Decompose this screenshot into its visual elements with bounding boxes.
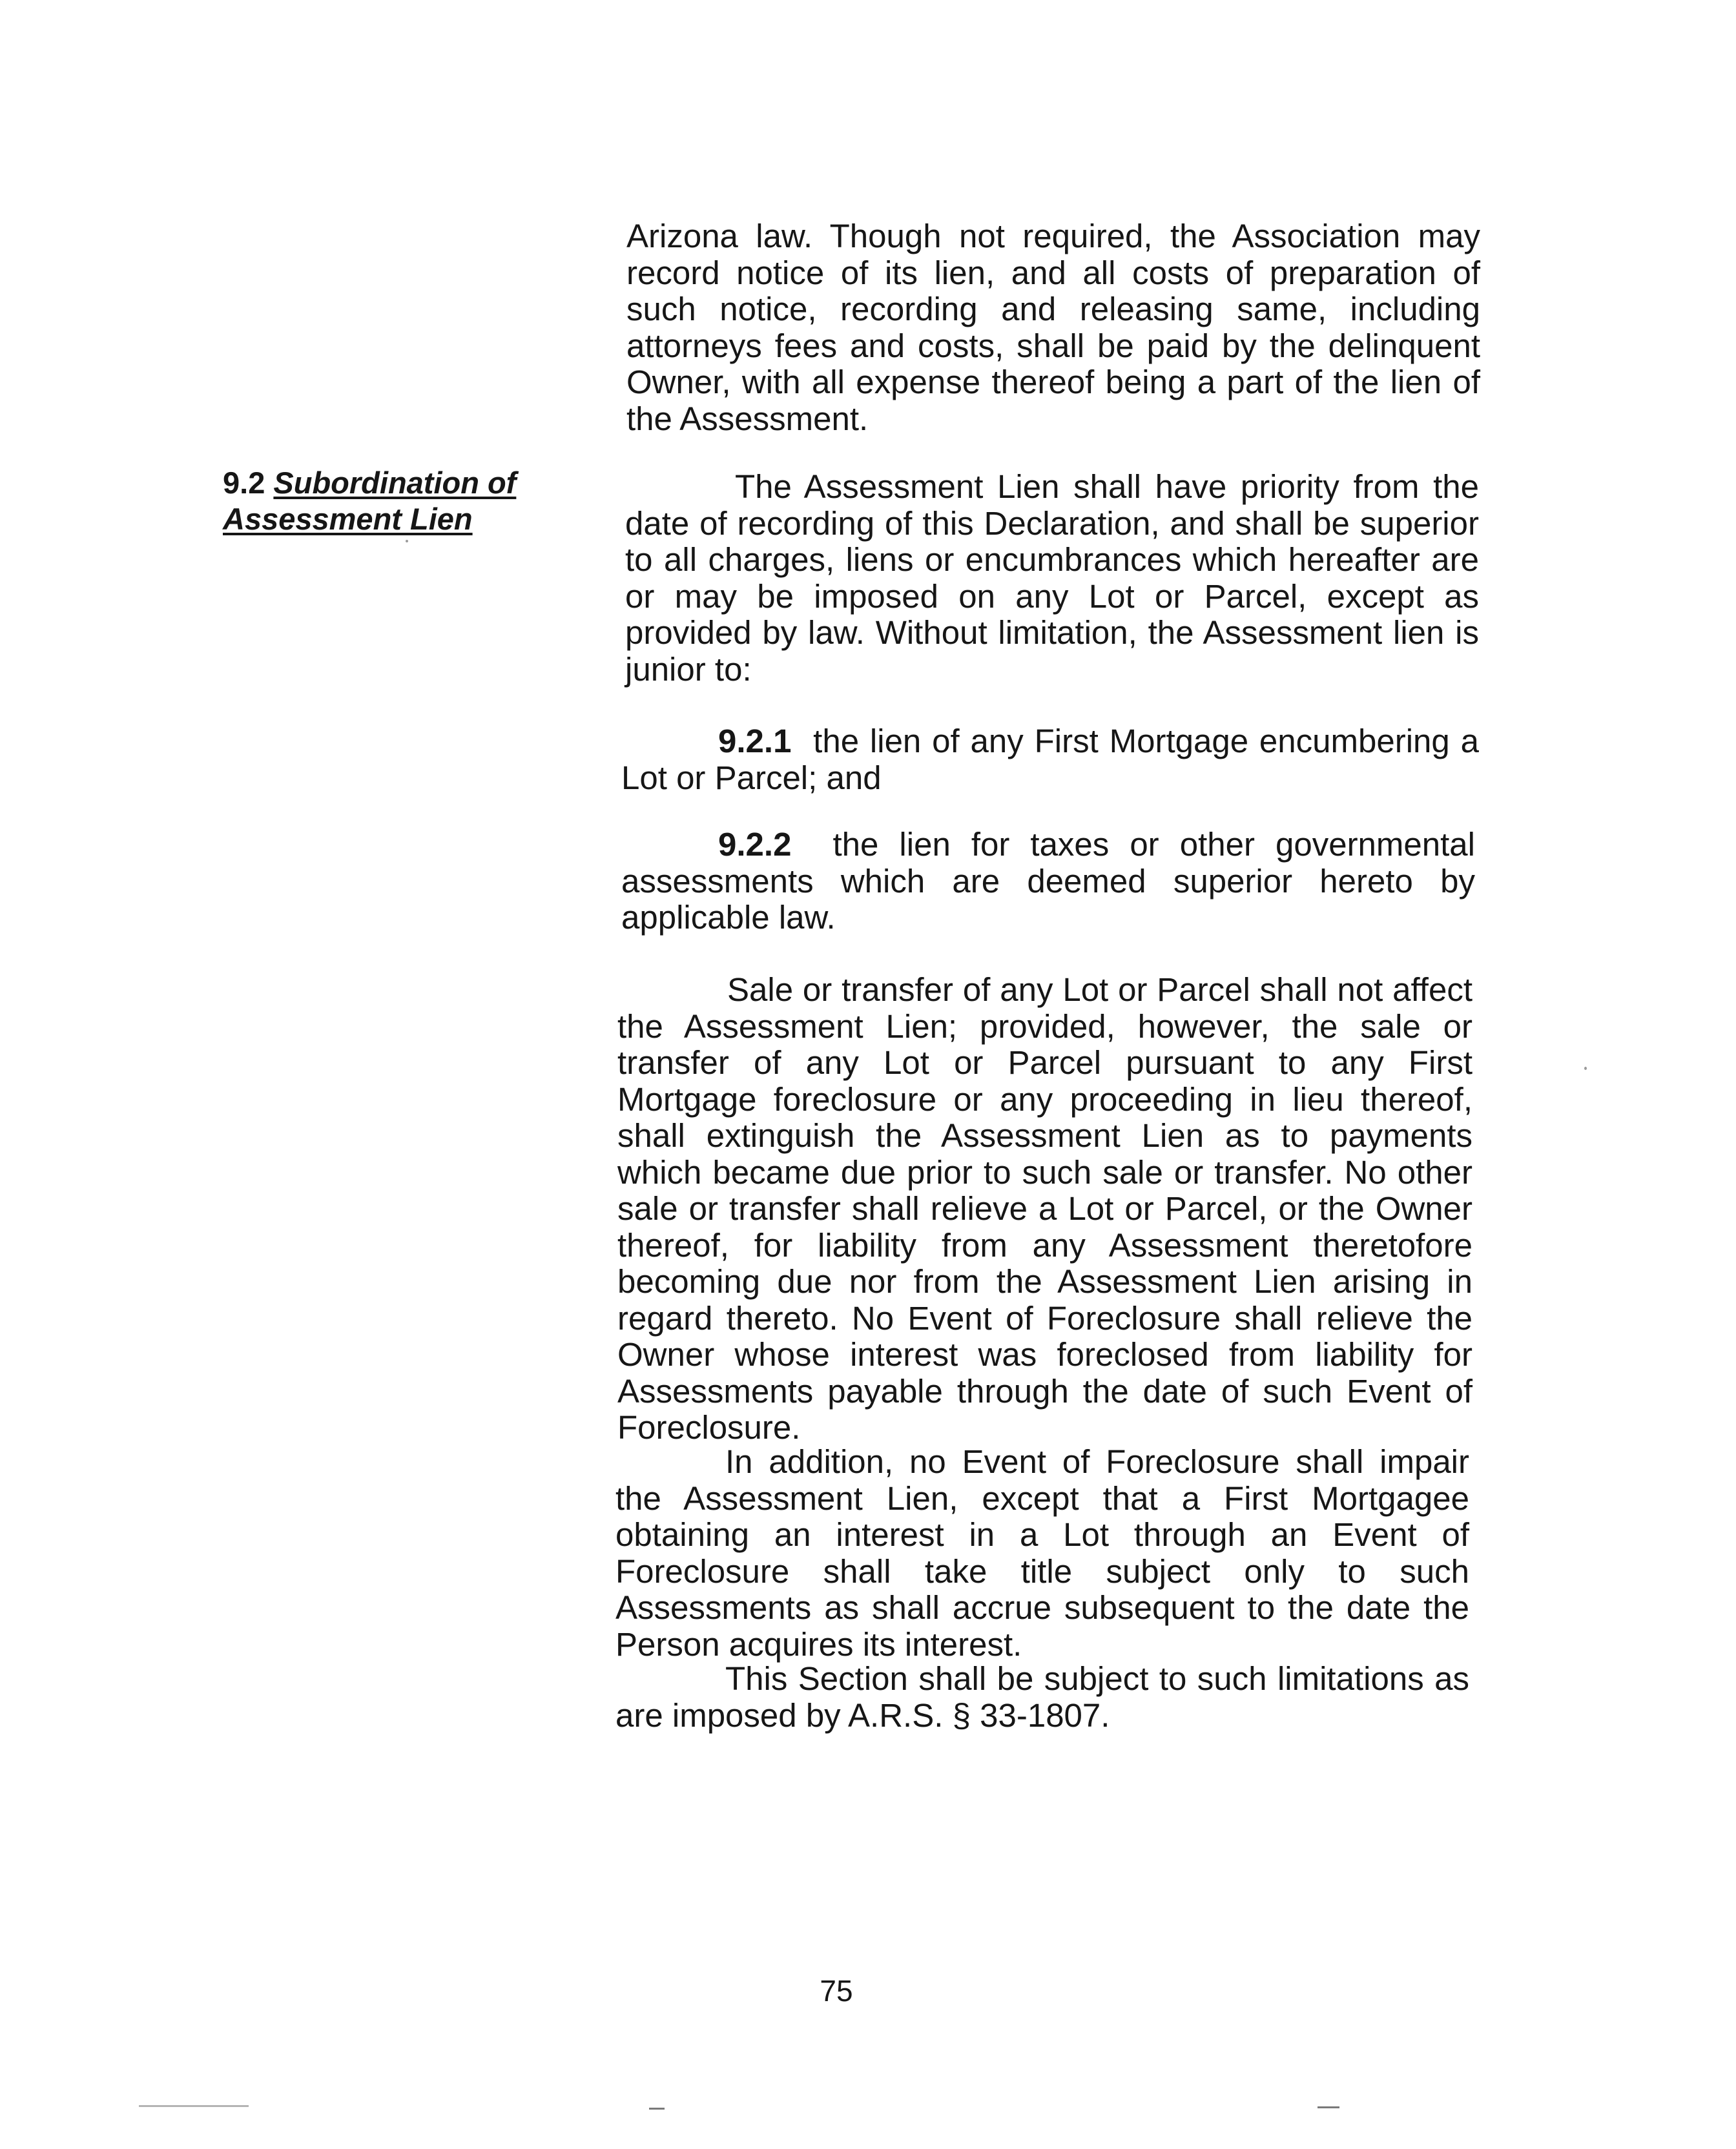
scan-mark — [1318, 2106, 1339, 2108]
subsection-number: 9.2.2 — [718, 826, 792, 863]
subsection-9-2-2 — [621, 827, 1475, 936]
section-title-line-1: Subordination of — [273, 466, 517, 500]
limitations-paragraph: This Section shall be subject to such limitations as are imposed by A.R.S. § 33-1807. — [615, 1660, 1469, 1734]
scan-speck — [406, 540, 408, 542]
scan-speck — [1584, 1067, 1587, 1070]
section-title-line-2: Assessment Lien — [223, 502, 473, 536]
scan-mark — [139, 2105, 249, 2107]
subsection-text: the lien of any First Mortgage encumbering a Lot or Parcel; and — [621, 723, 1479, 796]
subsection-9-2-1 — [621, 723, 1479, 796]
foreclosure-paragraph: In addition, no Event of Foreclosure shall impair the Assessment Lien, except that a First Mortgagee obtaining an interest in a Lot through an Event of Foreclosure shall take title subject only to such Assessments as shall accrue subsequent to the date the Person acquires its interest. — [615, 1443, 1469, 1663]
section-heading — [223, 465, 559, 537]
section-intro-paragraph: The Assessment Lien shall have priority from the date of recording of this Declaration, and shall be superior to all charges, liens or encumbrances which hereafter are or may be imposed on any Lot or Parcel, except as provided by law. Without limitation, the Assessment lien is junior to: — [625, 468, 1479, 688]
page-number: 75 — [820, 1974, 853, 2008]
scan-mark — [649, 2108, 665, 2110]
section-number: 9.2 — [223, 466, 265, 500]
subsection-number: 9.2.1 — [718, 723, 792, 759]
sale-transfer-paragraph: Sale or transfer of any Lot or Parcel shall not affect the Assessment Lien; provided, however, the sale or transfer of any Lot or Parcel pursuant to any First Mortgage foreclosure or any proceeding in lieu thereof, shall extinguish the Assessment Lien as to payments which became due prior to such sale or transfer. No other sale or transfer shall relieve a Lot or Parcel, or the Owner thereof, for liability from any Assessment theretofore becoming due nor from the Assessment Lien arising in regard thereto. No Event of Foreclosure shall relieve the Owner whose interest was foreclosed from liability for Assessments payable through the date of such Event of Foreclosure. — [617, 971, 1472, 1446]
subsection-text: the lien for taxes or other governmental assessments which are deemed superior hereto by applicable law. — [621, 826, 1475, 936]
continuation-paragraph: Arizona law. Though not required, the Association may record notice of its lien, and all costs of preparation of such notice, recording and releasing same, including attorneys fees and costs, shall be paid by the delinquent Owner, with all expense thereof being a part of the lien of the Assessment. — [626, 218, 1480, 437]
